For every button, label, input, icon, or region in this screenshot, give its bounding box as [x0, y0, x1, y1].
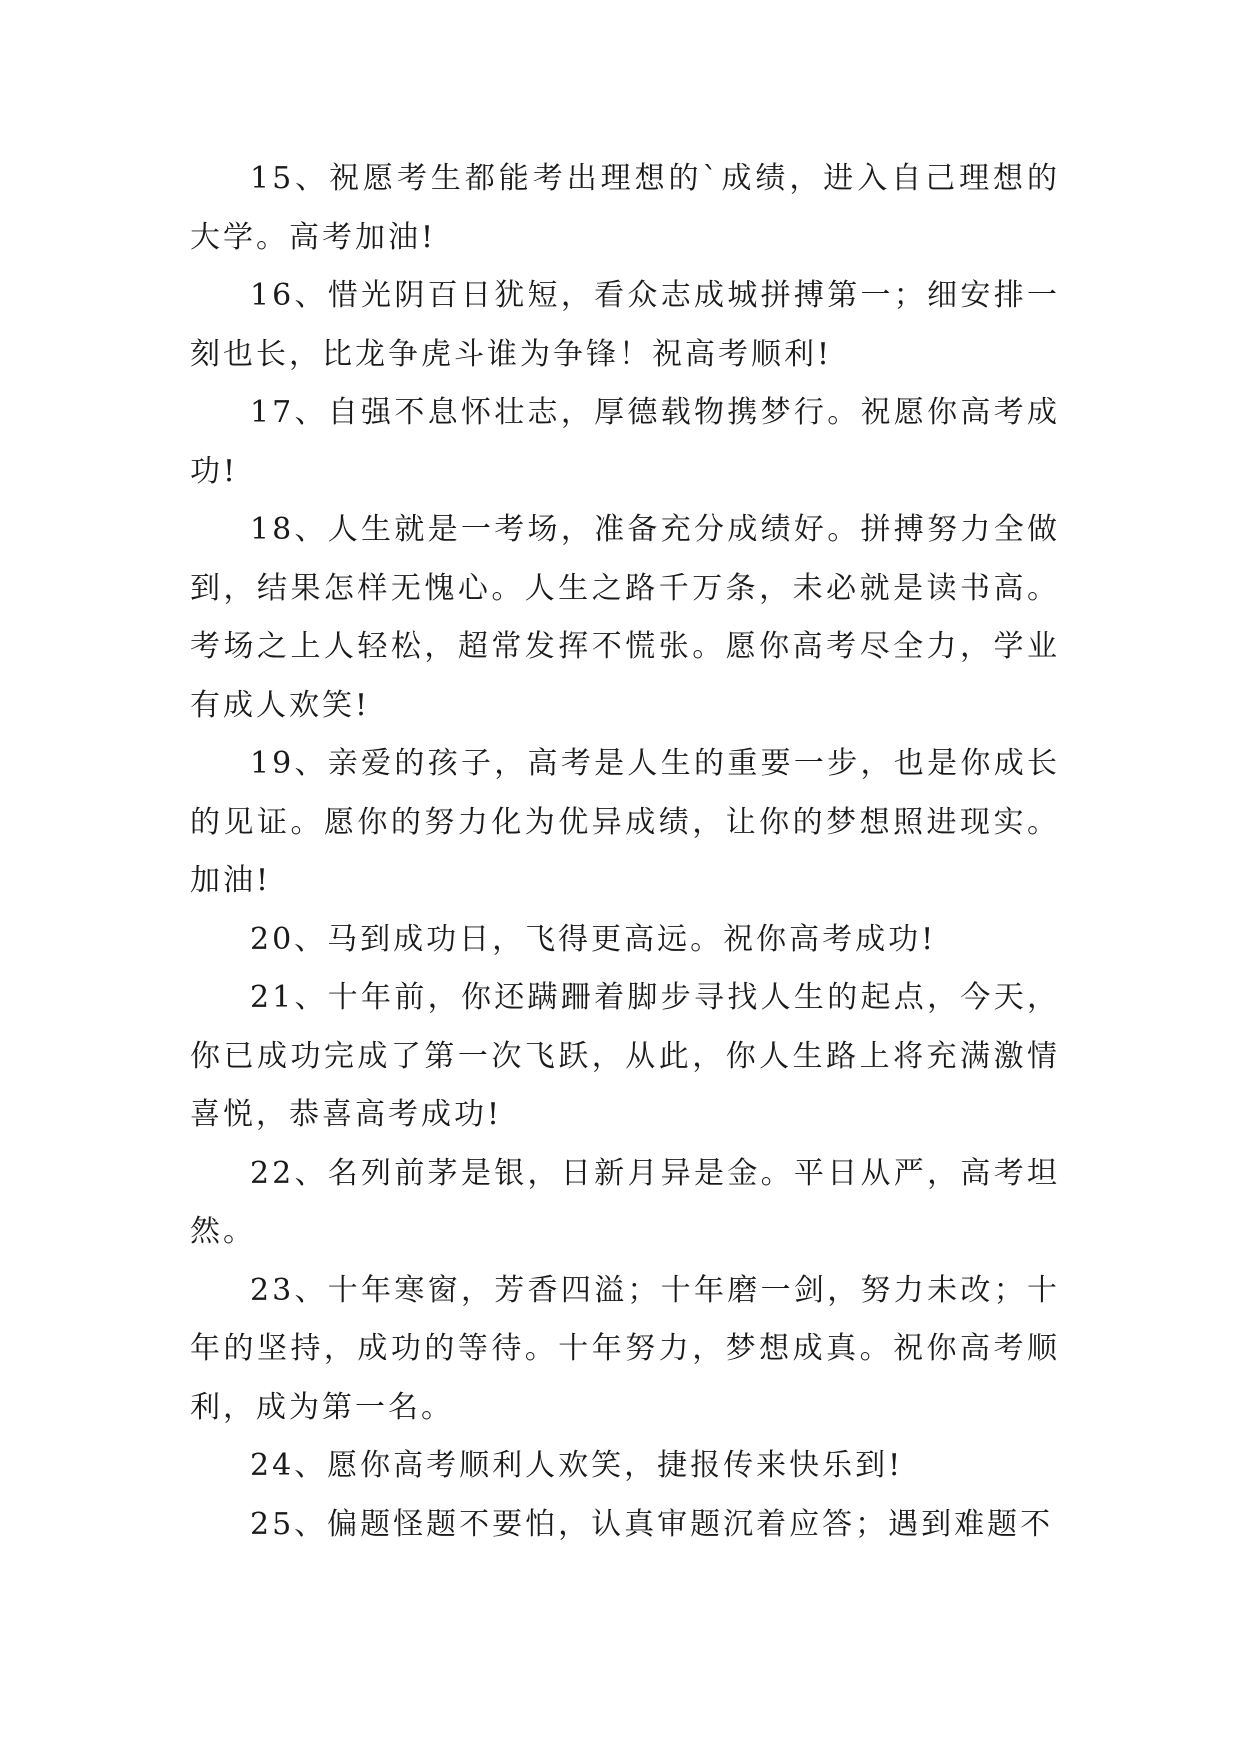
document-body: [190, 150, 1060, 1554]
paragraph-20: 20、马到成功日，飞得更高远。祝你高考成功!: [250, 921, 937, 957]
paragraph-22: 22、名列前茅是银，日新月异是金。平日从严，高考坦然。: [190, 1155, 1060, 1249]
paragraph-15: 15、祝愿考生都能考出理想的`成绩，进入自己理想的大学。高考加油!: [190, 161, 1060, 255]
paragraph-21: 21、十年前，你还蹒跚着脚步寻找人生的起点，今天，你已成功完成了第一次飞跃，从此，你人生路上将充满激情喜悦，恭喜高考成功!: [190, 980, 1060, 1132]
paragraph-23: 23、十年寒窗，芳香四溢；十年磨一剑，努力未改；十年的坚持，成功的等待。十年努力，梦想成真。祝你高考顺利，成为第一名。: [190, 1272, 1060, 1425]
paragraph-16: 16、惜光阴百日犹短，看众志成城拼搏第一；细安排一刻也长，比龙争虎斗谁为争锋！祝高考顺利!: [190, 278, 1060, 372]
paragraph-17: 17、自强不息怀壮志，厚德载物携梦行。祝愿你高考成功!: [190, 395, 1060, 489]
paragraph-18: 18、人生就是一考场，准备充分成绩好。拼搏努力全做到，结果怎样无愧心。人生之路千万条，未必就是读书高。考场之上人轻松，超常发挥不慌张。愿你高考尽全力，学业有成人欢笑!: [190, 512, 1060, 723]
paragraph-24: 24、愿你高考顺利人欢笑，捷报传来快乐到!: [250, 1448, 904, 1483]
paragraph-19: 19、亲爱的孩子，高考是人生的重要一步，也是你成长的见证。愿你的努力化为优异成绩，让你的梦想照进现实。加油!: [190, 746, 1060, 898]
paragraph-25: 25、偏题怪题不要怕，认真审题沉着应答；遇到难题不: [250, 1506, 1054, 1542]
